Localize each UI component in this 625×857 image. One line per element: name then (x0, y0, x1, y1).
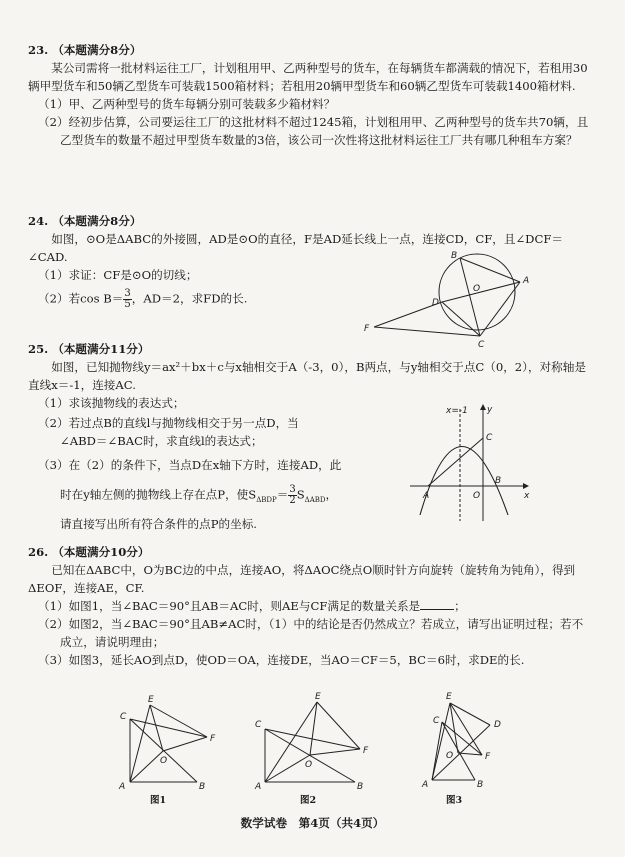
segment-ae (265, 702, 317, 782)
caption-figure-3: 图3 (446, 795, 463, 806)
segment-ef (150, 705, 207, 737)
question-24-item-2: （2）若cos B＝ $\frac{3}{5}$ ，AD＝2，求FD的长. (38, 287, 248, 310)
label-f: F (363, 746, 369, 756)
label-b: B (495, 476, 502, 486)
segment-ac (428, 438, 483, 486)
segment-eo (310, 702, 317, 755)
question-23-item-2: （2）经初步估算，公司要运往工厂的这批材料不超过1245箱，计划租用甲、乙两种型号的货车共70辆，且乙型货车的数量不超过甲型货车数量的3倍，该公司一次性将这批材料运往工厂共有哪几种租车方案？ (38, 114, 589, 147)
label-c: C (486, 433, 493, 443)
label-o: O (305, 760, 313, 770)
question-25-intro: 如图，已知抛物线y＝ax²＋bx＋c与x轴相交于A（-3，0），B两点，与y轴相交于点C（0，2），对称轴是直线x＝-1，连接AC. (28, 359, 586, 392)
label-d: D (432, 298, 439, 308)
segment-fo (163, 737, 207, 751)
segment-ef (317, 702, 360, 749)
question-25-item-2b: ∠ABD＝∠BAC时，求直线l的表达式； (60, 433, 263, 448)
fraction: $\frac{3}{2}$ (289, 483, 296, 506)
label-y: y (487, 405, 493, 415)
label-b: B (199, 782, 206, 792)
label-symmetry: x=-1 (446, 406, 468, 416)
segment-ao (265, 755, 313, 782)
segment-ao (130, 751, 163, 782)
segment-dc (442, 302, 480, 336)
parabola-figure (410, 403, 535, 528)
segment-fo (310, 749, 360, 755)
question-26-header: 26. （本题满分10分） (28, 545, 150, 559)
label-a: A (523, 276, 530, 286)
question-26-item-1: （1）如图1，当∠BAC＝90°且AB＝AC时，则AE与CF满足的数量关系是 ； (38, 598, 466, 613)
question-25-item-3a: （3）在（2）的条件下，当点D在x轴下方时，连接AD，此 (38, 457, 342, 472)
segment-eo (450, 703, 458, 753)
caption-figure-1: 图1 (150, 795, 167, 806)
question-25-item-1: （1）求该抛物线的表达式； (38, 395, 185, 410)
question-23-item-1: （1）甲、乙两种型号的货车每辆分别可装载多少箱材料？ (38, 96, 336, 111)
caption-figure-2: 图2 (300, 795, 317, 806)
segment-ba (460, 258, 520, 282)
diameter-ad (442, 282, 520, 302)
label-b: B (477, 780, 484, 790)
label-f: F (364, 324, 370, 334)
segment-ae (432, 703, 450, 780)
label-d: D (494, 720, 501, 730)
figure-3 (420, 692, 520, 792)
label-a: A (119, 782, 126, 792)
segment-cf (130, 719, 207, 737)
label-c: C (120, 712, 127, 722)
label-o: O (473, 491, 481, 501)
label-e: E (315, 692, 321, 702)
label-b: B (357, 782, 364, 792)
segment-ac (480, 282, 520, 336)
label-e: E (446, 692, 452, 702)
label-o: O (160, 756, 168, 766)
question-25-left-block (28, 415, 423, 534)
label-e: E (148, 695, 154, 705)
question-26 (28, 544, 593, 670)
question-24-header: 24. （本题满分8分） (28, 214, 142, 228)
segment-cf (265, 729, 360, 749)
question-25-item-2a: （2）若过点B的直线l与抛物线相交于另一点D，当 (38, 415, 299, 430)
question-26-intro: 已知在ΔABC中，O为BC边的中点，连接AO，将ΔAOC绕点O顺时针方向旋转（旋转角为钝角），得到ΔEOF，连接AE，CF. (28, 562, 576, 595)
question-25-header: 25. （本题满分11分） (28, 342, 150, 356)
label-a: A (422, 780, 429, 790)
question-25-item-3c: 请直接写出所有符合条件的点P的坐标. (60, 516, 257, 531)
question-26-item-2: （2）如图2，当∠BAC＝90°且AB≠AC时，（1）中的结论是否仍然成立？若成立，请写出证明过程；若不成立，请说明理由； (38, 616, 584, 649)
circle-figure (360, 251, 540, 350)
page-footer: 数学试卷 第4页（共4页） (240, 816, 385, 830)
question-24-item-1: （1）求证：CF是⊙O的切线； (38, 267, 198, 282)
label-f: F (485, 752, 491, 762)
label-o: O (446, 751, 454, 761)
label-x: x (524, 491, 530, 501)
segment-ad (432, 725, 490, 780)
segment-fc (374, 327, 480, 336)
question-25-item-3b: 时在y轴左侧的抛物线上存在点P，使$S_{\Delta BDP}=$ $\frac{3}{2}$ $S_{\Delta ABD}$， (60, 483, 338, 506)
answer-blank[interactable] (420, 599, 454, 610)
segment-ae (130, 705, 150, 782)
question-23 (28, 42, 593, 150)
figure-2 (255, 692, 370, 792)
question-24-intro: 如图，⊙O是ΔABC的外接圆，AD是⊙O的直径，F是AD延长线上一点，连接CD，CF，且∠DCF＝∠CAD. (28, 231, 563, 264)
label-a: A (423, 491, 430, 501)
label-f: F (210, 734, 216, 744)
label-c: C (433, 716, 440, 726)
question-26-item-3: （3）如图3，延长AO到点D，使OD＝OA，连接DE，当AO＝CF＝5，BC＝6时，求DE的长. (38, 652, 525, 667)
segment-fo (458, 753, 482, 755)
label-c: C (255, 720, 262, 730)
question-23-intro: 某公司需将一批材料运往工厂，计划租用甲、乙两种型号的货车，在每辆货车都满载的情况下，若租用30辆甲型货车和50辆乙型货车可装载1500箱材料；若租用20辆甲型货车和60辆乙型货车可装载1400箱材料. (28, 60, 588, 93)
label-a: A (255, 782, 262, 792)
figure-1 (115, 697, 225, 792)
label-b: B (451, 251, 458, 261)
fraction: $\frac{3}{5}$ (124, 287, 131, 310)
segment-ed (450, 703, 490, 725)
label-c: C (478, 340, 485, 350)
question-23-header: 23. （本题满分8分） (28, 43, 142, 57)
label-o: O (473, 284, 481, 294)
